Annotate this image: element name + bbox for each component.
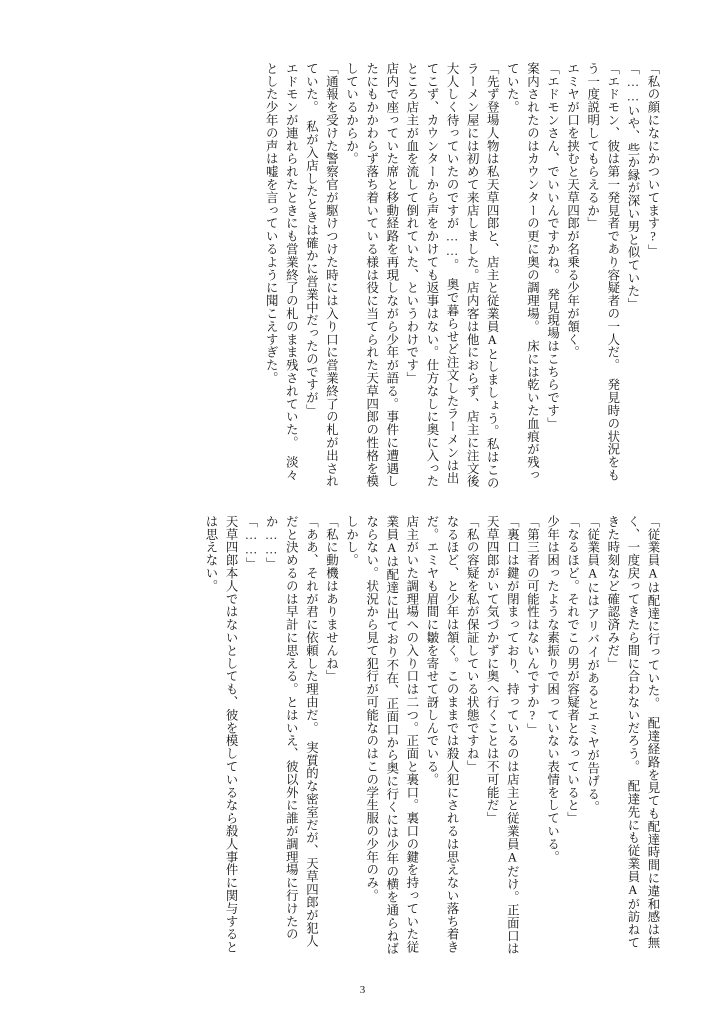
- text-block-lower: [201, 515, 663, 960]
- paragraph: 「エドモンさん、でいいんですかね。 発見現場はこちらです」: [545, 62, 560, 430]
- paragraph: 「裏口は鍵が閉まっており、持っているのは店主と従業員Aだけ。正面口は天草四郎がいて気づかずに奥へ行くことは不可能だ」: [485, 515, 520, 956]
- paragraph: 「……いや、些か縁が深い男と似ていた」: [625, 62, 640, 311]
- paragraph: 「ああ、それが君に依頼した理由だ。 実質的な密室だが、天草四郎が犯人だと決めるのは早計に思える。とはいえ、彼以外に誰が調理場に行けたのか……」: [264, 515, 319, 948]
- paragraph: 店内で座っていた席と移動経路を再現しながら少年が語る。事件に遭遇したにもかかわらず落ち着いている様は役に当てられた天草四郎の性格を模しているからか。: [344, 62, 399, 488]
- paragraph: エドモンが連れられたときにも営業終了の札のまま残されていた。 淡々とした少年の声は嘘を言っているように聞こえすぎた。: [264, 62, 299, 482]
- paragraph: 「通報を受けた警察官が駆けつけた時には入り口に営業終了の札が出されていた。 私が入店したときは確かに営業中だったのですが」: [304, 62, 339, 488]
- paragraph: 店主がいた調理場への入り口は二つ。正面と裏口。裏口の鍵を持っていた従業員Aは配達に出ており不在、正面口から奥に行くには少年の横を通らねばならない。状況から見て犯行が可能なのはこの学生服の少年のみ。: [364, 515, 419, 956]
- paragraph: 少年は困ったような素振りで困っていない表情をしている。: [545, 515, 560, 864]
- paragraph: 「私に動機はありませんね」: [324, 515, 339, 683]
- paragraph: 「……」: [244, 515, 259, 570]
- paragraph: 「従業員Aにはアリバイがあるとエミヤが告げる。: [585, 515, 600, 814]
- paragraph: なるほど、と少年は頷く。このままでは殺人犯にされるは思えない落ち着きだ。エミヤも眉間に皺を寄せて訝しんでいる。: [424, 515, 460, 954]
- paragraph: 「なるほど。それでこの男が容疑者となっていると」: [565, 515, 580, 825]
- paragraph: 「先ず登場人物は私天草四郎と、店主と従業員Aとしましょう。私はこのラーメン屋には初めて来店しました。店内客は他におらず、店主に注文後大人しく待っていたのですが……。 奥で暮らせど注文したラーメンは出てこず、カウンターから声をかけても返事はない。仕方なしに奥に入ったところ店主が血を流して倒れていた、というわけです」: [404, 62, 500, 490]
- paragraph: 「第三者の可能性はないんですか?」: [525, 515, 540, 736]
- paragraph: しかし。: [344, 515, 359, 567]
- paragraph: 「エドモン、彼は第一発見者であり容疑者の一人だ。 発見時の状況をもう一度説明してもらえるか」: [585, 62, 620, 482]
- paragraph: 天草四郎本人ではないとしても、彼を模しているなら殺人事件に関与するとは思えない。: [203, 515, 239, 954]
- text-block-upper: [261, 62, 663, 492]
- page-number: 3: [359, 984, 366, 996]
- paragraph: 案内されたのはカウンターの更に奥の調理場。 床には乾いた血痕が残っていた。: [505, 62, 540, 482]
- paragraph: エミヤが口を挟むと天草四郎が名乗る少年が頷く。: [565, 62, 580, 359]
- paragraph: 「私の顔になにかついてます?」: [646, 62, 660, 258]
- paragraph: 「従業員Aは配達に行っていた。 配達経路を見ても配達時間に違和感は無く、一度戻ってきたら間に合わないだろう。 配達先にも従業員Aが訪ねてきた時刻など確認済みだ」: [605, 515, 660, 949]
- paragraph: 「私の容疑を私が保証している状態ですね」: [465, 515, 480, 773]
